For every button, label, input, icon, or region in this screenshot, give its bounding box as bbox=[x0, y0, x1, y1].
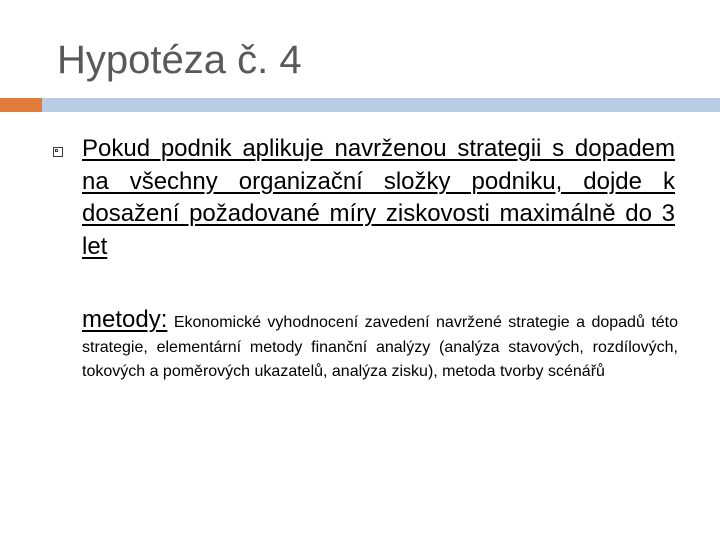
methods-text: Ekonomické vyhodnocení zavedení navržené strategie a dopadů této strategie, elementární metody finanční analýzy (analýza stavových, rozdílových, tokových a poměrových ukazatelů, analýza zisku), metoda tvorby scénářů bbox=[82, 314, 678, 380]
slide-title: Hypotéza č. 4 bbox=[57, 38, 302, 82]
hypothesis-text: Pokud podnik aplikuje navrženou strategii s dopadem na všechny organizační složky podniku, dojde k dosažení požadované míry ziskovosti maximálně do 3 let bbox=[82, 135, 675, 260]
title-divider-accent bbox=[0, 98, 42, 112]
methods-paragraph bbox=[82, 308, 678, 385]
methods-label: metody: bbox=[82, 306, 168, 333]
hollow-square-bullet-icon bbox=[53, 147, 63, 157]
title-divider-line bbox=[42, 98, 720, 112]
